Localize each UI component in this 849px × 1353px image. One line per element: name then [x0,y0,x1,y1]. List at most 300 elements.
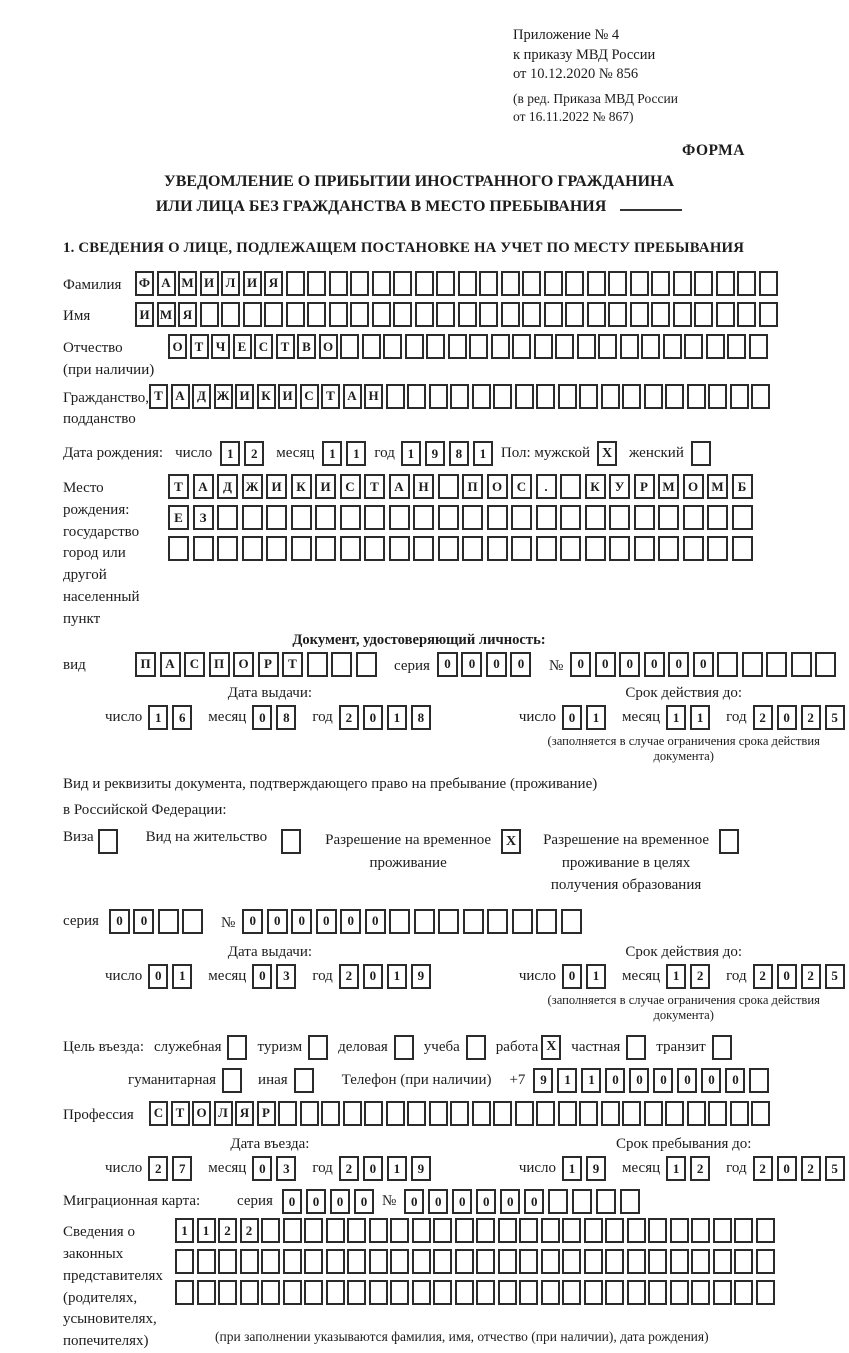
char-cell[interactable] [560,474,581,499]
char-cell[interactable] [565,302,584,327]
char-cell[interactable] [519,1280,538,1305]
char-cell[interactable]: 9 [411,964,431,989]
char-cell[interactable] [596,1189,616,1214]
char-cell[interactable]: Т [321,384,340,409]
char-cell[interactable] [390,1280,409,1305]
char-cell[interactable]: 0 [777,705,797,730]
char-cell[interactable]: О [683,474,704,499]
char-cell[interactable] [515,1101,534,1126]
char-cell[interactable]: 8 [276,705,296,730]
char-cell[interactable]: Т [149,384,168,409]
purpose-work-checkbox[interactable]: X [541,1035,561,1060]
char-cell[interactable]: Ф [135,271,154,296]
gender-female-checkbox[interactable] [691,441,711,466]
char-cell[interactable] [683,505,704,530]
char-cell[interactable] [716,302,735,327]
char-cell[interactable] [240,1280,259,1305]
char-cell[interactable]: 0 [354,1189,374,1214]
char-cell[interactable] [598,334,617,359]
char-cell[interactable]: 1 [322,441,342,466]
char-cell[interactable] [651,302,670,327]
char-cell[interactable]: 9 [533,1068,553,1093]
char-cell[interactable] [286,271,305,296]
char-cell[interactable] [429,384,448,409]
char-cell[interactable] [307,652,328,677]
char-cell[interactable] [605,1218,624,1243]
char-cell[interactable]: Н [364,384,383,409]
char-cell[interactable] [326,1218,345,1243]
char-cell[interactable] [364,536,385,561]
char-cell[interactable] [448,334,467,359]
char-cell[interactable] [300,1101,319,1126]
char-cell[interactable] [608,271,627,296]
char-cell[interactable] [759,271,778,296]
char-cell[interactable] [369,1280,388,1305]
purpose-study-checkbox[interactable] [466,1035,486,1060]
char-cell[interactable]: И [243,271,262,296]
char-cell[interactable] [283,1218,302,1243]
char-cell[interactable] [266,536,287,561]
char-cell[interactable]: 1 [562,1156,582,1181]
char-cell[interactable] [749,1068,769,1093]
char-cell[interactable]: М [178,271,197,296]
char-cell[interactable]: Р [257,1101,276,1126]
char-cell[interactable] [560,536,581,561]
char-cell[interactable] [243,302,262,327]
char-cell[interactable] [242,536,263,561]
char-cell[interactable]: 1 [197,1218,216,1243]
char-cell[interactable] [522,271,541,296]
char-cell[interactable] [450,1101,469,1126]
char-cell[interactable]: 0 [701,1068,721,1093]
char-cell[interactable]: 0 [644,652,665,677]
char-cell[interactable]: 0 [291,909,312,934]
char-cell[interactable]: М [157,302,176,327]
char-cell[interactable]: 0 [148,964,168,989]
char-cell[interactable] [362,334,381,359]
char-cell[interactable]: Д [192,384,211,409]
char-cell[interactable]: 0 [653,1068,673,1093]
char-cell[interactable] [558,384,577,409]
char-cell[interactable]: 1 [220,441,240,466]
char-cell[interactable] [522,302,541,327]
purpose-business-checkbox[interactable] [227,1035,247,1060]
char-cell[interactable] [498,1280,517,1305]
char-cell[interactable] [197,1249,216,1274]
char-cell[interactable] [438,505,459,530]
char-cell[interactable]: А [160,652,181,677]
char-cell[interactable]: 0 [330,1189,350,1214]
char-cell[interactable]: 8 [449,441,469,466]
char-cell[interactable]: . [536,474,557,499]
char-cell[interactable] [347,1280,366,1305]
char-cell[interactable] [436,271,455,296]
char-cell[interactable] [433,1280,452,1305]
char-cell[interactable]: Ж [214,384,233,409]
char-cell[interactable] [519,1218,538,1243]
char-cell[interactable]: 2 [753,705,773,730]
char-cell[interactable] [266,505,287,530]
char-cell[interactable] [498,1249,517,1274]
char-cell[interactable] [716,271,735,296]
char-cell[interactable]: 0 [340,909,361,934]
char-cell[interactable]: 0 [619,652,640,677]
char-cell[interactable] [717,652,738,677]
char-cell[interactable] [369,1249,388,1274]
char-cell[interactable]: 1 [586,705,606,730]
char-cell[interactable]: Т [364,474,385,499]
char-cell[interactable] [708,384,727,409]
char-cell[interactable] [407,1101,426,1126]
gender-male-checkbox[interactable]: X [597,441,617,466]
char-cell[interactable] [491,334,510,359]
char-cell[interactable] [415,271,434,296]
char-cell[interactable] [536,1101,555,1126]
purpose-transit-checkbox[interactable] [712,1035,732,1060]
char-cell[interactable]: 9 [586,1156,606,1181]
char-cell[interactable] [501,271,520,296]
char-cell[interactable] [670,1218,689,1243]
char-cell[interactable]: А [389,474,410,499]
char-cell[interactable] [734,1218,753,1243]
char-cell[interactable] [412,1280,431,1305]
char-cell[interactable] [708,1101,727,1126]
char-cell[interactable]: 2 [244,441,264,466]
char-cell[interactable]: 2 [801,1156,821,1181]
char-cell[interactable]: Р [258,652,279,677]
char-cell[interactable]: М [658,474,679,499]
char-cell[interactable]: 0 [777,964,797,989]
char-cell[interactable]: 0 [365,909,386,934]
char-cell[interactable] [627,1280,646,1305]
char-cell[interactable]: 2 [240,1218,259,1243]
char-cell[interactable]: 0 [428,1189,448,1214]
char-cell[interactable] [561,909,582,934]
char-cell[interactable] [264,302,283,327]
char-cell[interactable] [512,909,533,934]
char-cell[interactable] [766,652,787,677]
char-cell[interactable] [221,302,240,327]
char-cell[interactable] [673,302,692,327]
char-cell[interactable] [321,1101,340,1126]
char-cell[interactable] [455,1218,474,1243]
char-cell[interactable] [476,1249,495,1274]
char-cell[interactable] [585,505,606,530]
char-cell[interactable] [684,334,703,359]
char-cell[interactable] [383,334,402,359]
char-cell[interactable]: 0 [668,652,689,677]
char-cell[interactable]: 2 [753,964,773,989]
char-cell[interactable] [584,1280,603,1305]
char-cell[interactable]: 2 [339,964,359,989]
char-cell[interactable] [519,1249,538,1274]
char-cell[interactable] [727,334,746,359]
char-cell[interactable] [476,1280,495,1305]
char-cell[interactable] [536,909,557,934]
char-cell[interactable] [347,1218,366,1243]
char-cell[interactable]: 1 [557,1068,577,1093]
char-cell[interactable] [683,536,704,561]
char-cell[interactable] [732,505,753,530]
char-cell[interactable] [389,536,410,561]
char-cell[interactable]: С [511,474,532,499]
char-cell[interactable] [585,536,606,561]
char-cell[interactable] [707,536,728,561]
char-cell[interactable] [463,909,484,934]
char-cell[interactable] [175,1280,194,1305]
char-cell[interactable] [648,1218,667,1243]
char-cell[interactable] [364,1101,383,1126]
char-cell[interactable]: 6 [172,705,192,730]
char-cell[interactable] [791,652,812,677]
visa-checkbox[interactable] [98,829,118,854]
char-cell[interactable] [372,302,391,327]
char-cell[interactable]: И [315,474,336,499]
char-cell[interactable] [751,1101,770,1126]
char-cell[interactable] [670,1280,689,1305]
char-cell[interactable] [541,1249,560,1274]
char-cell[interactable] [389,505,410,530]
char-cell[interactable] [536,384,555,409]
char-cell[interactable] [630,271,649,296]
char-cell[interactable]: 0 [306,1189,326,1214]
char-cell[interactable] [815,652,836,677]
char-cell[interactable]: 0 [252,1156,272,1181]
char-cell[interactable] [579,1101,598,1126]
char-cell[interactable]: Т [276,334,295,359]
char-cell[interactable]: Д [217,474,238,499]
char-cell[interactable] [462,505,483,530]
char-cell[interactable] [541,1280,560,1305]
char-cell[interactable] [436,302,455,327]
char-cell[interactable] [501,302,520,327]
char-cell[interactable] [512,334,531,359]
char-cell[interactable] [601,384,620,409]
char-cell[interactable] [541,1218,560,1243]
char-cell[interactable] [536,505,557,530]
char-cell[interactable] [665,1101,684,1126]
char-cell[interactable] [605,1280,624,1305]
char-cell[interactable]: Е [233,334,252,359]
char-cell[interactable] [386,384,405,409]
char-cell[interactable]: С [149,1101,168,1126]
temp-residence-checkbox[interactable]: X [501,829,521,854]
char-cell[interactable] [364,505,385,530]
char-cell[interactable] [558,1101,577,1126]
char-cell[interactable]: 1 [666,1156,686,1181]
char-cell[interactable]: 8 [411,705,431,730]
char-cell[interactable]: 1 [666,705,686,730]
char-cell[interactable]: 2 [339,705,359,730]
char-cell[interactable] [455,1280,474,1305]
char-cell[interactable]: 0 [316,909,337,934]
char-cell[interactable] [429,1101,448,1126]
char-cell[interactable] [687,1101,706,1126]
char-cell[interactable] [587,271,606,296]
purpose-other-checkbox[interactable] [294,1068,314,1093]
char-cell[interactable]: 2 [690,964,710,989]
char-cell[interactable] [343,1101,362,1126]
char-cell[interactable] [412,1218,431,1243]
char-cell[interactable] [182,909,203,934]
char-cell[interactable] [691,1249,710,1274]
char-cell[interactable] [479,302,498,327]
char-cell[interactable]: 0 [267,909,288,934]
char-cell[interactable]: 0 [486,652,507,677]
char-cell[interactable] [562,1218,581,1243]
char-cell[interactable]: 3 [276,1156,296,1181]
char-cell[interactable] [627,1218,646,1243]
char-cell[interactable] [641,334,660,359]
char-cell[interactable] [197,1280,216,1305]
char-cell[interactable] [648,1249,667,1274]
char-cell[interactable] [609,536,630,561]
char-cell[interactable]: П [135,652,156,677]
char-cell[interactable]: 0 [363,705,383,730]
char-cell[interactable]: С [300,384,319,409]
char-cell[interactable] [218,1249,237,1274]
char-cell[interactable] [326,1280,345,1305]
char-cell[interactable] [307,302,326,327]
char-cell[interactable] [393,271,412,296]
char-cell[interactable] [283,1249,302,1274]
char-cell[interactable] [742,652,763,677]
char-cell[interactable]: 0 [570,652,591,677]
char-cell[interactable] [756,1280,775,1305]
char-cell[interactable]: 0 [452,1189,472,1214]
char-cell[interactable]: 0 [109,909,130,934]
char-cell[interactable] [426,334,445,359]
char-cell[interactable] [620,334,639,359]
char-cell[interactable] [412,1249,431,1274]
char-cell[interactable] [340,505,361,530]
purpose-humanitarian-checkbox[interactable] [222,1068,242,1093]
char-cell[interactable]: 0 [629,1068,649,1093]
char-cell[interactable] [584,1249,603,1274]
char-cell[interactable] [450,384,469,409]
char-cell[interactable] [534,334,553,359]
char-cell[interactable]: З [193,505,214,530]
char-cell[interactable]: Л [214,1101,233,1126]
char-cell[interactable] [648,1280,667,1305]
char-cell[interactable]: 1 [666,964,686,989]
char-cell[interactable] [620,1189,640,1214]
char-cell[interactable] [706,334,725,359]
char-cell[interactable] [331,652,352,677]
char-cell[interactable]: Л [221,271,240,296]
char-cell[interactable] [347,1249,366,1274]
char-cell[interactable] [315,536,336,561]
char-cell[interactable] [405,334,424,359]
char-cell[interactable] [340,334,359,359]
char-cell[interactable] [240,1249,259,1274]
char-cell[interactable] [601,1101,620,1126]
char-cell[interactable]: А [193,474,214,499]
char-cell[interactable] [670,1249,689,1274]
temp-residence-education-checkbox[interactable] [719,829,739,854]
char-cell[interactable]: 0 [562,964,582,989]
char-cell[interactable] [350,271,369,296]
char-cell[interactable]: О [233,652,254,677]
char-cell[interactable] [389,909,410,934]
char-cell[interactable]: Т [171,1101,190,1126]
char-cell[interactable] [372,271,391,296]
char-cell[interactable] [587,302,606,327]
char-cell[interactable]: О [319,334,338,359]
char-cell[interactable] [200,302,219,327]
char-cell[interactable]: 1 [175,1218,194,1243]
char-cell[interactable]: И [135,302,154,327]
char-cell[interactable]: А [343,384,362,409]
char-cell[interactable]: 0 [725,1068,745,1093]
char-cell[interactable]: 0 [595,652,616,677]
char-cell[interactable]: 0 [677,1068,697,1093]
char-cell[interactable]: И [266,474,287,499]
char-cell[interactable] [261,1249,280,1274]
char-cell[interactable]: И [278,384,297,409]
char-cell[interactable] [242,505,263,530]
char-cell[interactable] [414,909,435,934]
char-cell[interactable] [433,1218,452,1243]
char-cell[interactable] [622,384,641,409]
char-cell[interactable] [407,384,426,409]
char-cell[interactable] [544,302,563,327]
char-cell[interactable]: С [254,334,273,359]
char-cell[interactable]: 2 [801,705,821,730]
char-cell[interactable] [622,1101,641,1126]
char-cell[interactable] [217,536,238,561]
char-cell[interactable] [438,536,459,561]
char-cell[interactable]: 0 [363,1156,383,1181]
char-cell[interactable] [175,1249,194,1274]
char-cell[interactable] [694,271,713,296]
char-cell[interactable]: У [609,474,630,499]
char-cell[interactable] [737,271,756,296]
char-cell[interactable]: 3 [276,964,296,989]
char-cell[interactable] [544,271,563,296]
char-cell[interactable]: Я [235,1101,254,1126]
char-cell[interactable] [584,1218,603,1243]
char-cell[interactable] [350,302,369,327]
char-cell[interactable] [413,505,434,530]
char-cell[interactable]: О [168,334,187,359]
char-cell[interactable]: Б [732,474,753,499]
char-cell[interactable]: 0 [252,964,272,989]
char-cell[interactable]: 2 [753,1156,773,1181]
char-cell[interactable] [579,384,598,409]
char-cell[interactable]: К [585,474,606,499]
char-cell[interactable]: 1 [148,705,168,730]
char-cell[interactable] [562,1280,581,1305]
char-cell[interactable] [261,1280,280,1305]
char-cell[interactable]: 0 [476,1189,496,1214]
char-cell[interactable] [462,536,483,561]
char-cell[interactable] [644,384,663,409]
char-cell[interactable]: 1 [387,705,407,730]
char-cell[interactable]: 0 [500,1189,520,1214]
char-cell[interactable]: Ж [242,474,263,499]
char-cell[interactable]: 2 [218,1218,237,1243]
char-cell[interactable]: 0 [777,1156,797,1181]
char-cell[interactable] [511,505,532,530]
char-cell[interactable] [356,652,377,677]
char-cell[interactable]: Р [634,474,655,499]
char-cell[interactable] [476,1218,495,1243]
char-cell[interactable] [756,1249,775,1274]
char-cell[interactable]: 0 [404,1189,424,1214]
char-cell[interactable] [193,536,214,561]
char-cell[interactable]: 1 [401,441,421,466]
